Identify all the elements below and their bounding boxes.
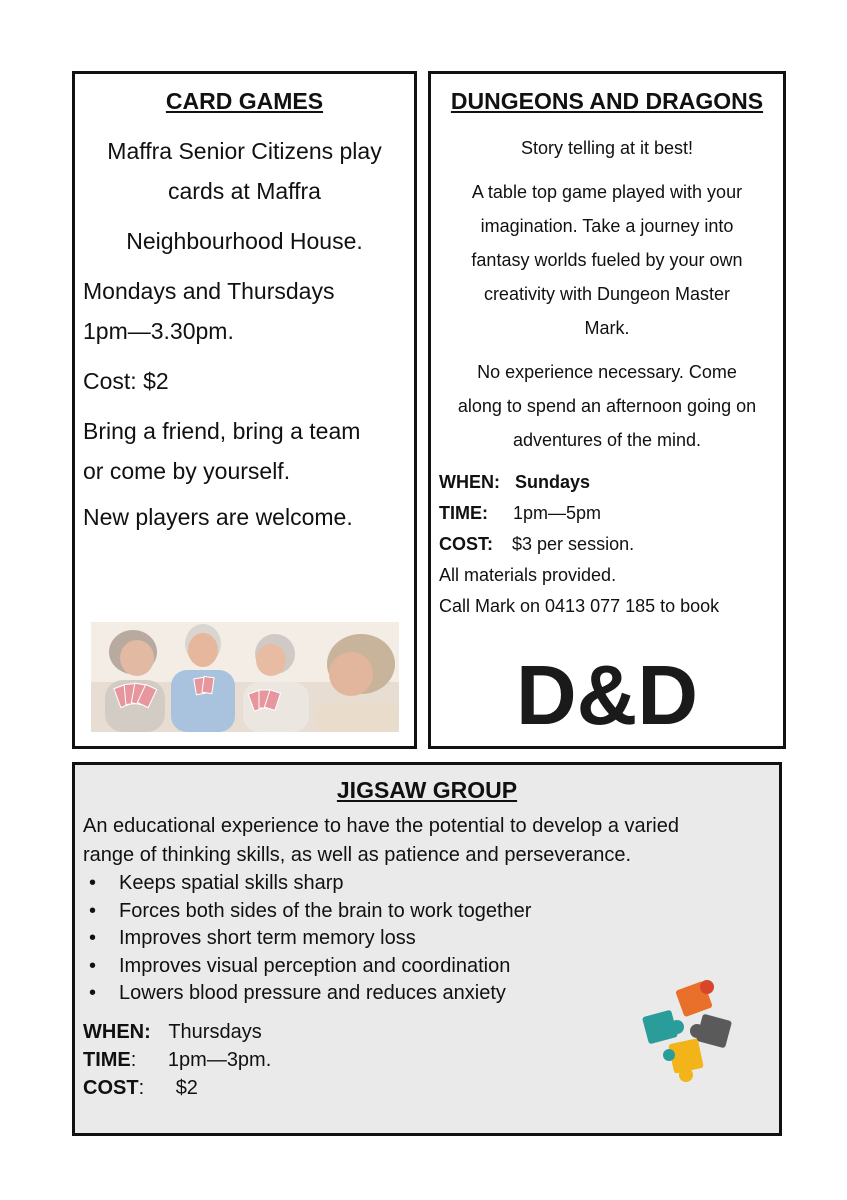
list-item [83, 898, 771, 926]
dnd-section [428, 71, 786, 749]
dnd-invite-line2: along to spend an afternoon going on [457, 396, 757, 416]
dnd-desc-line4: creativity with Dungeon Master [483, 284, 731, 304]
card-games-hours: 1pm—3.30pm. [83, 318, 234, 344]
dnd-cost-label: COST: [439, 534, 493, 554]
dnd-desc-line5: Mark. [584, 318, 630, 338]
card-games-title: CARD GAMES [165, 88, 324, 114]
jigsaw-cost-value: $2 [175, 1076, 198, 1099]
dnd-invitation [439, 355, 775, 457]
list-item-text: Improves visual perception and coordination [119, 954, 511, 977]
bullet-icon: • [89, 927, 97, 949]
card-games-section [72, 71, 417, 749]
jigsaw-title: JIGSAW GROUP [336, 777, 518, 803]
bullet-icon: • [89, 982, 97, 1004]
bullet-icon: • [89, 899, 97, 922]
jigsaw-cost-row: COST: $2 [83, 1074, 771, 1102]
dnd-logo-text: D&D [516, 648, 698, 742]
list-item [83, 870, 771, 898]
card-games-schedule [83, 271, 406, 351]
dnd-when-row [439, 467, 775, 498]
card-games-venue: Neighbourhood House. [126, 228, 363, 254]
list-item-text: Forces both sides of the brain to work together [119, 899, 532, 922]
dnd-logo [507, 648, 707, 742]
dnd-invite-line1: No experience necessary. Come [477, 362, 737, 382]
dnd-time-label: TIME: [439, 503, 488, 523]
card-games-welcome: New players are welcome. [83, 504, 353, 530]
bullet-icon: • [89, 872, 97, 894]
bullet-icon: • [89, 954, 97, 977]
dnd-time-row [439, 498, 775, 529]
dnd-tagline: Story telling at it best! [520, 138, 694, 158]
jigsaw-intro-line1: An educational experience to have the potential to develop a varied [83, 815, 679, 837]
list-item-text: Lowers blood pressure and reduces anxiety [119, 982, 506, 1004]
dnd-desc-line2: imagination. Take a journey into [480, 216, 734, 236]
list-item [83, 925, 771, 953]
dnd-description [439, 175, 775, 345]
card-games-intro-line1: Maffra Senior Citizens play [107, 138, 382, 164]
card-games-bring-line2: or come by yourself. [83, 458, 291, 484]
dnd-cost-value: $3 per session. [512, 534, 635, 554]
jigsaw-time-row: TIME: 1pm—3pm. [83, 1046, 771, 1074]
jigsaw-intro [83, 812, 771, 870]
dnd-desc-line1: A table top game played with your [471, 182, 743, 202]
list-item [83, 953, 771, 981]
card-games-intro-line2: cards at Maffra [168, 178, 321, 204]
jigsaw-when-label: WHEN: [83, 1020, 151, 1043]
jigsaw-intro-line2: range of thinking skills, as well as patience and perseverance. [83, 844, 632, 866]
jigsaw-section [72, 762, 782, 1136]
list-item-text: Keeps spatial skills sharp [119, 872, 344, 894]
seniors-playing-cards-photo [91, 622, 399, 732]
card-games-bring-line1: Bring a friend, bring a team [83, 418, 361, 444]
dnd-time-value: 1pm—5pm [513, 503, 602, 523]
puzzle-pieces-icon [641, 979, 741, 1089]
card-games-intro [83, 131, 406, 211]
dnd-desc-line3: fantasy worlds fueled by your own [471, 250, 743, 270]
dnd-invite-line3: adventures of the mind. [512, 430, 702, 450]
dnd-title: DUNGEONS AND DRAGONS [450, 88, 764, 114]
dnd-when-label: WHEN: [439, 472, 500, 492]
dnd-when-value: Sundays [515, 472, 591, 492]
card-games-cost: Cost: $2 [83, 368, 169, 394]
card-games-days: Mondays and Thursdays [83, 278, 335, 304]
dnd-materials: All materials provided. [439, 565, 617, 585]
card-games-bring [83, 411, 406, 491]
jigsaw-cost-label: COST [83, 1076, 139, 1099]
dnd-details [439, 467, 775, 622]
list-item-text: Improves short term memory loss [119, 927, 416, 949]
jigsaw-when-value: Thursdays [168, 1020, 262, 1043]
dnd-contact: Call Mark on 0413 077 185 to book [439, 596, 720, 616]
dnd-cost-row [439, 529, 775, 560]
jigsaw-time-label: TIME [83, 1048, 131, 1071]
jigsaw-time-value: 1pm—3pm. [167, 1048, 272, 1071]
